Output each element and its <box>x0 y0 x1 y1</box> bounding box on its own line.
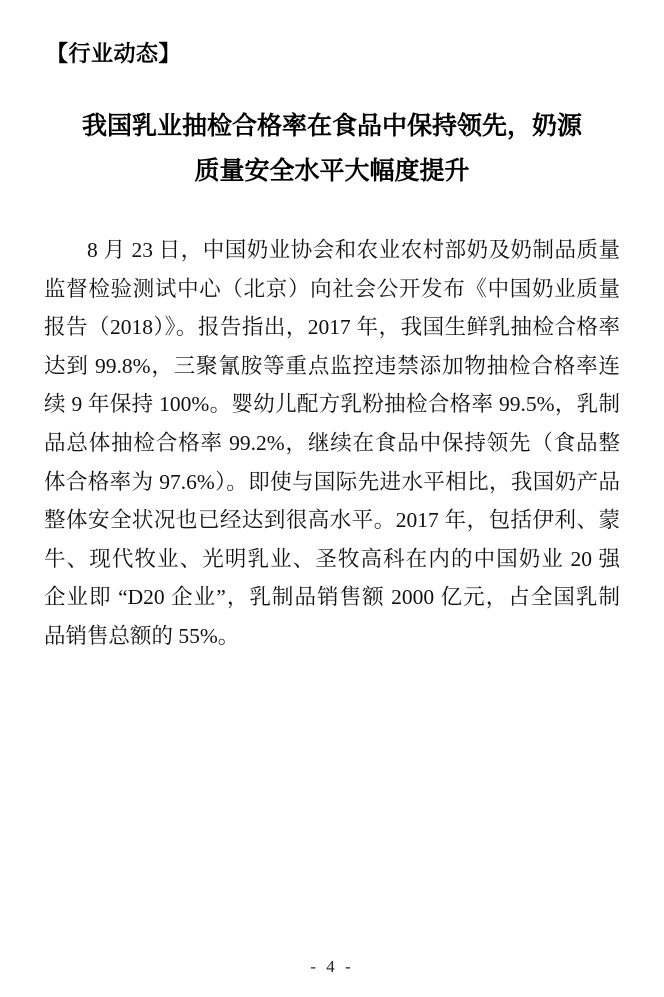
body-line: 品总体抽检合格率 99.2%，继续在食品中保持领先（食品整 <box>44 430 620 455</box>
body-line: 品销售总额的 55%。 <box>44 623 240 648</box>
body-line: 续 9 年保持 100%。婴幼儿配方乳粉抽检合格率 99.5%，乳制 <box>44 392 620 417</box>
page-number: - 4 - <box>310 957 354 976</box>
body-paragraph <box>44 231 620 656</box>
article-title <box>40 104 624 194</box>
body-line: 8 月 23 日，中国奶业协会和农业农村部奶及奶制品质量 <box>87 238 620 262</box>
body-line: 达到 99.8%，三聚氰胺等重点监控违禁添加物抽检合格率连 <box>44 353 620 378</box>
article-title-line-1: 我国乳业抽检合格率在食品中保持领先，奶源 <box>81 113 582 140</box>
body-line: 牛、现代牧业、光明乳业、圣牧高科在内的中国奶业 20 强 <box>44 546 620 571</box>
section-header: 【行业动态】 <box>46 41 182 66</box>
article-title-line-2: 质量安全水平大幅度提升 <box>194 158 470 185</box>
body-line: 企业即 “D20 企业”，乳制品销售额 2000 亿元，占全国乳制 <box>44 585 620 610</box>
body-line: 监督检验测试中心（北京）向社会公开发布《中国奶业质量 <box>44 276 620 301</box>
body-line: 报告（2018）》。报告指出，2017 年，我国生鲜乳抽检合格率 <box>44 315 620 340</box>
body-line: 体合格率为 97.6%）。即使与国际先进水平相比，我国奶产品 <box>44 469 620 494</box>
body-line: 整体安全状况也已经达到很高水平。2017 年，包括伊利、蒙 <box>44 508 620 533</box>
